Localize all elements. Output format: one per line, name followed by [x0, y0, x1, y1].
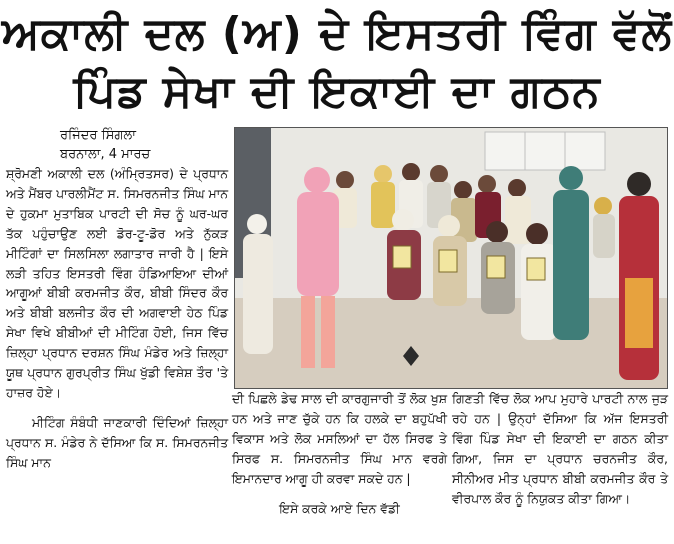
headline-line-2: ਪਿੰਡ ਸੇਖਾ ਦੀ ਇਕਾਈ ਦਾ ਗਠਨ [73, 66, 601, 117]
photo-window [485, 132, 605, 170]
photo-person-child [593, 197, 615, 258]
meeting-photo-illustration [235, 128, 667, 388]
byline-reporter: ਰਜਿੰਦਰ ਸਿੰਗਲਾ [60, 128, 136, 143]
news-photo [234, 127, 668, 389]
photo-person-right-1 [553, 166, 589, 340]
article-paragraph: ਮੀਟਿੰਗ ਸੰਬੰਧੀ ਜਾਣਕਾਰੀ ਦਿੰਦਿਆਂ ਜ਼ਿਲ੍ਹਾ ਪ੍ਰਧਾਨ ਸ. ਮੰਡੇਰ ਨੇ ਦੱਸਿਆ ਕਿ ਸ. ਸਿਮਰਨਜੀਤ ਸਿੰਘ ਮਾਨ [6, 414, 228, 470]
byline-dateline: ਬਰਨਾਲਾ, 4 ਮਾਰਚ [60, 147, 151, 162]
headline-line-1: ਅਕਾਲੀ ਦਲ (ਅ) ਦੇ ਇਸਤਰੀ ਵਿੰਗ ਵੱਲੋਂ [1, 8, 673, 59]
photo-person-left [243, 214, 273, 354]
photo-floor [235, 298, 667, 388]
article-column-3 [452, 389, 668, 508]
article-column-2 [232, 389, 447, 518]
photo-person-right-2 [619, 172, 659, 380]
article-column-1 [6, 164, 228, 473]
article-paragraph: ਦੀ ਪਿਛਲੇ ਡੇਢ ਸਾਲ ਦੀ ਕਾਰਗੁਜਾਰੀ ਤੋਂ ਲੋਕ ਖੁਸ਼ ਹਨ ਅਤੇ ਜਾਣ ਚੁੱਕੇ ਹਨ ਕਿ ਹਲਕੇ ਦਾ ਬਹੁਪੱਖੀ ਵਿਕਾਸ ਅਤੇ ਲੋਕ ਮਸਲਿਆਂ ਦਾ ਹੱਲ ਸਿਰਫ ਤੇ ਸਿਰਫ ਸ. ਸਿਮਰਨਜੀਤ ਸਿੰਘ ਮਾਨ ਵਰਗੇ ਇਮਾਨਦਾਰ ਆਗੂ ਹੀ ਕਰਵਾ ਸਕਦੇ ਹਨ | [232, 391, 447, 486]
article-paragraph: ਗਿਣਤੀ ਵਿੱਚ ਲੋਕ ਆਪ ਮੁਹਾਰੇ ਪਾਰਟੀ ਨਾਲ ਜੁੜ ਰਹੇ ਹਨ | ਉਨ੍ਹਾਂ ਦੱਸਿਆ ਕਿ ਅੱਜ ਇਸਤਰੀ ਵਿੰਗ ਪਿੰਡ ਸੇਖਾ ਦੀ ਇਕਾਈ ਦਾ ਗਠਨ ਕੀਤਾ ਗਿਆ, ਜਿਸ ਦਾ ਪ੍ਰਧਾਨ ਚਰਨਜੀਤ ਕੌਰ, ਸੀਨੀਅਰ ਮੀਤ ਪ੍ਰਧਾਨ ਬੀਬੀ ਕਰਮਜੀਤ ਕੌਰ ਤੇ ਵੀਰਪਾਲ ਕੌਰ ਨੂੰ ਨਿਯੁਕਤ ਕੀਤਾ ਗਿਆ। [452, 391, 668, 506]
article-paragraph: ਇਸੇ ਕਰਕੇ ਆਏ ਦਿਨ ਵੱਡੀ [279, 500, 400, 516]
article-paragraph: ਸ਼੍ਰੋਮਣੀ ਅਕਾਲੀ ਦਲ (ਅੰਮ੍ਰਿਤਸਰ) ਦੇ ਪ੍ਰਧਾਨ ਅਤੇ ਮੈਂਬਰ ਪਾਰਲੀਮੈਂਟ ਸ. ਸਿਮਰਨਜੀਤ ਸਿੰਘ ਮਾਨ ਦੇ ਹੁਕਮਾ ਮੁਤਾਬਿਕ ਪਾਰਟੀ ਦੀ ਸੋਚ ਨੂੰ ਘਰ-ਘਰ ਤੱਕ ਪਹੁੰਚਾਉਣ ਲਈ ਡੋਰ-ਟੂ-ਡੋਰ ਅਤੇ ਨੁੱਕੜ ਮੀਟਿੰਗਾਂ ਦਾ ਸਿਲਸਿਲਾ ਲਗਾਤਾਰ ਜਾਰੀ ਹੈ | ਇਸੇ ਲੜੀ ਤਹਿਤ ਇਸਤਰੀ ਵਿੰਗ ਹੰਡਿਆਇਆ ਦੀਆਂ ਆਗੂਆਂ ਬੀਬੀ ਕਰਮਜੀਤ ਕੌਰ, ਬੀਬੀ ਸਿੰਦਰ ਕੌਰ ਅਤੇ ਬੀਬੀ ਬਲਜੀਤ ਕੌਰ ਦੀ ਅਗਵਾਈ ਹੇਠ ਪਿੰਡ ਸੇਖਾ ਵਿਖੇ ਬੀਬੀਆਂ ਦੀ ਮੀਟਿੰਗ ਹੋਈ, ਜਿਸ ਵਿੱਚ ਜ਼ਿਲ੍ਹਾ ਪ੍ਰਧਾਨ ਦਰਸ਼ਨ ਸਿੰਘ ਮੰਡੇਰ ਅਤੇ ਜ਼ਿਲ੍ਹਾ ਯੂਥ ਪ੍ਰਧਾਨ ਗੁਰਪ੍ਰੀਤ ਸਿੰਘ ਖੁੱਡੀ ਵਿਸ਼ੇਸ਼ ਤੌਰ 'ਤੇ ਹਾਜ਼ਰ ਹੋਏ। [6, 166, 228, 400]
